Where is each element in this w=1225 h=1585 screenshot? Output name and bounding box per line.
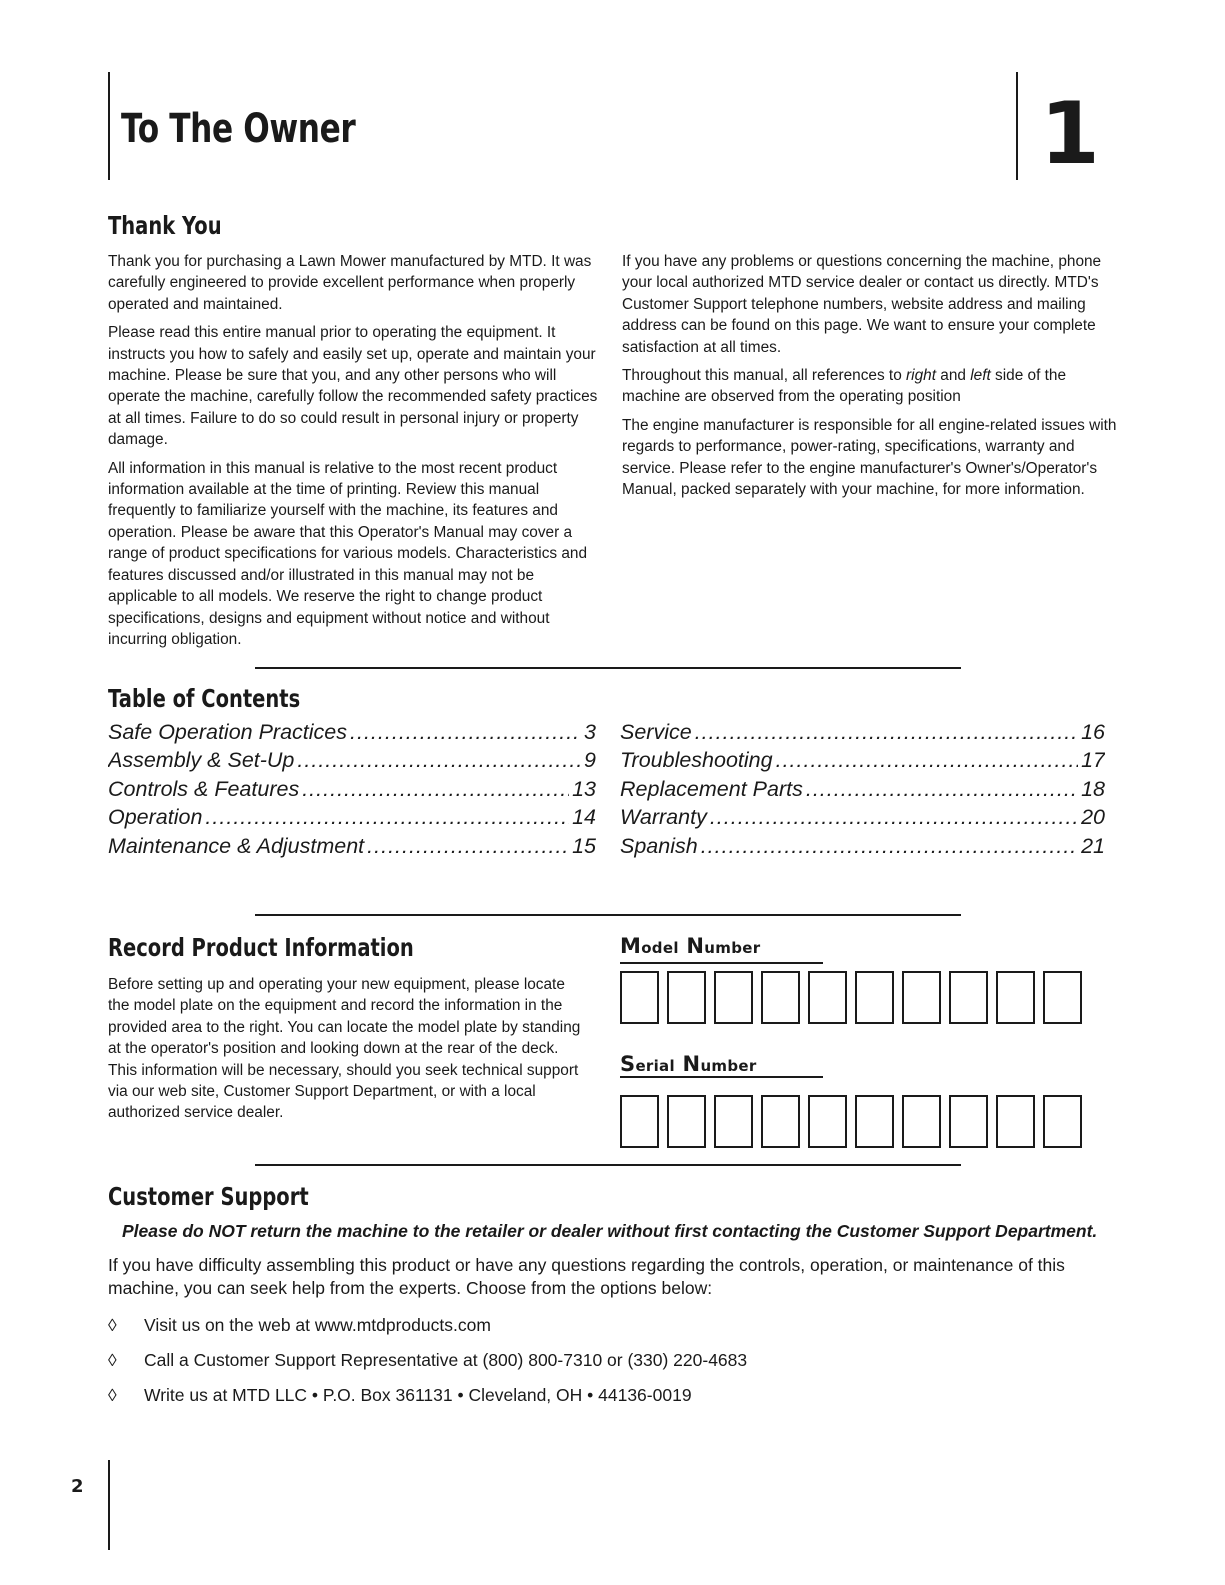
left-word: left [970,367,991,385]
thank-you-paragraph-3: All information in this manual is relative to the most recent product information available at the time of printing. Review this manual frequently to familiarize yourself with the machine, its features and operation. Please be aware that this Operator's Manual may cover a range of product specifications for various models. Characteristics and features discussed and/or illustrated in this manual may not be applicable to all models. We reserve the right to change product specifications, designs and equipment without notice and without incurring obligation. [108,459,588,648]
model-number-underline [620,962,823,964]
page-number: 2 [71,1476,84,1497]
serial-number-label: Serial Number [620,1052,757,1076]
contact-paragraph: If you have any problems or questions concerning the machine, phone your local authorized MTD service dealer or contact us directly. MTD's Customer Support telephone numbers, website address and mailing address can be found on this page. We want to ensure your complete satisfaction at all times. [622,253,1102,356]
title-bar-right [1016,72,1018,180]
toc-entry[interactable]: Replacement Parts ..... 18 [620,775,1105,803]
thank-you-paragraph-2: Please read this entire manual prior to operating the equipment. It instructs you how to safely and easily set up, operate and maintain your machine. Please be sure that you, and any other persons who will operate the machine, carefully follow the recommended safety practices at all times. Failure to do so could result in personal injury or property damage. [108,324,598,449]
diamond-bullet-icon: ◊ [108,1385,117,1405]
title-bar-left [108,72,110,180]
thank-you-paragraph-1: Thank you for purchasing a Lawn Mower manufactured by MTD. It was carefully engineered to provide excellent performance when properly operated and maintained. [108,253,592,313]
serial-number-box[interactable] [620,1095,659,1148]
toc-heading: Table of Contents [108,684,301,713]
model-number-box[interactable] [620,971,659,1024]
serial-number-boxes[interactable] [620,1095,1082,1148]
serial-number-box[interactable] [714,1095,753,1148]
toc-right-column [620,718,1105,860]
support-heading: Customer Support [108,1182,309,1211]
record-text: Before setting up and operating your new equipment, please locate the model plate on the equipment and record the information in the provided area to the right. You can locate the model plate by standing at the operator's position and looking down at the rear of the deck. This information will be necessary, should you seek technical support via our web site, Customer Support Department, or with a local authorized service dealer. [108,976,581,1122]
diamond-bullet-icon: ◊ [108,1315,117,1335]
toc-entry[interactable]: Warranty ..... 20 [620,803,1105,831]
support-option-text: Write us at MTD LLC • P.O. Box 361131 • Cleveland, OH • 44136-0019 [144,1385,692,1405]
serial-number-underline [620,1076,823,1078]
model-number-box[interactable] [808,971,847,1024]
model-number-box[interactable] [1043,971,1082,1024]
toc-left-column [108,718,596,860]
thank-you-heading: Thank You [108,211,222,240]
toc-entry[interactable]: Safe Operation Practices ..... 3 [108,718,596,746]
diamond-bullet-icon: ◊ [108,1350,117,1370]
chapter-number: 1 [1040,84,1100,184]
toc-entry[interactable]: Spanish ..... 21 [620,832,1105,860]
divider-2 [255,914,961,916]
thank-you-left-column [108,251,603,657]
support-option-text[interactable]: Visit us on the web at www.mtdproducts.com [144,1315,491,1335]
support-notice: Please do NOT return the machine to the retailer or dealer without first contacting the Customer Support Department. [122,1221,1098,1241]
model-number-box[interactable] [761,971,800,1024]
page-title: To The Owner [121,106,356,152]
model-number-label: Model Number [620,934,761,958]
serial-number-box[interactable] [667,1095,706,1148]
divider-1 [255,667,961,669]
toc-entry[interactable]: Controls & Features ..... 13 [108,775,596,803]
engine-paragraph: The engine manufacturer is responsible for all engine-related issues with regards to performance, power-rating, specifications, warranty and service. Please refer to the engine manufacturer's Owner's/Operator's Manual, packed separately with your machine, for more information. [622,416,1117,499]
serial-number-box[interactable] [949,1095,988,1148]
model-number-box[interactable] [855,971,894,1024]
toc-entry[interactable]: Assembly & Set-Up ..... 9 [108,746,596,774]
support-option-text: Call a Customer Support Representative at (800) 800-7310 or (330) 220-4683 [144,1350,748,1370]
serial-number-box[interactable] [1043,1095,1082,1148]
toc-entry[interactable]: Operation ..... 14 [108,803,596,831]
orientation-paragraph: Throughout this manual, all references to right and left side of the machine are observed from the operating position [622,367,1067,406]
model-number-box[interactable] [902,971,941,1024]
serial-number-box[interactable] [902,1095,941,1148]
model-number-box[interactable] [667,971,706,1024]
toc-entry[interactable]: Maintenance & Adjustment ..... 15 [108,832,596,860]
serial-number-box[interactable] [996,1095,1035,1148]
model-number-box[interactable] [996,971,1035,1024]
toc-entry[interactable]: Service ..... 16 [620,718,1105,746]
right-word: right [906,367,936,385]
model-number-boxes[interactable] [620,971,1082,1024]
serial-number-box[interactable] [808,1095,847,1148]
record-heading: Record Product Information [108,933,414,962]
thank-you-right-column [622,251,1122,507]
divider-3 [255,1164,961,1166]
model-number-box[interactable] [714,971,753,1024]
model-number-box[interactable] [949,971,988,1024]
serial-number-box[interactable] [855,1095,894,1148]
toc-entry[interactable]: Troubleshooting ..... 17 [620,746,1105,774]
footer-bar [108,1460,110,1550]
serial-number-box[interactable] [761,1095,800,1148]
support-intro: If you have difficulty assembling this product or have any questions regarding the controls, operation, or maintenance of this machine, you can seek help from the experts. Choose from the options below: [108,1255,1065,1298]
